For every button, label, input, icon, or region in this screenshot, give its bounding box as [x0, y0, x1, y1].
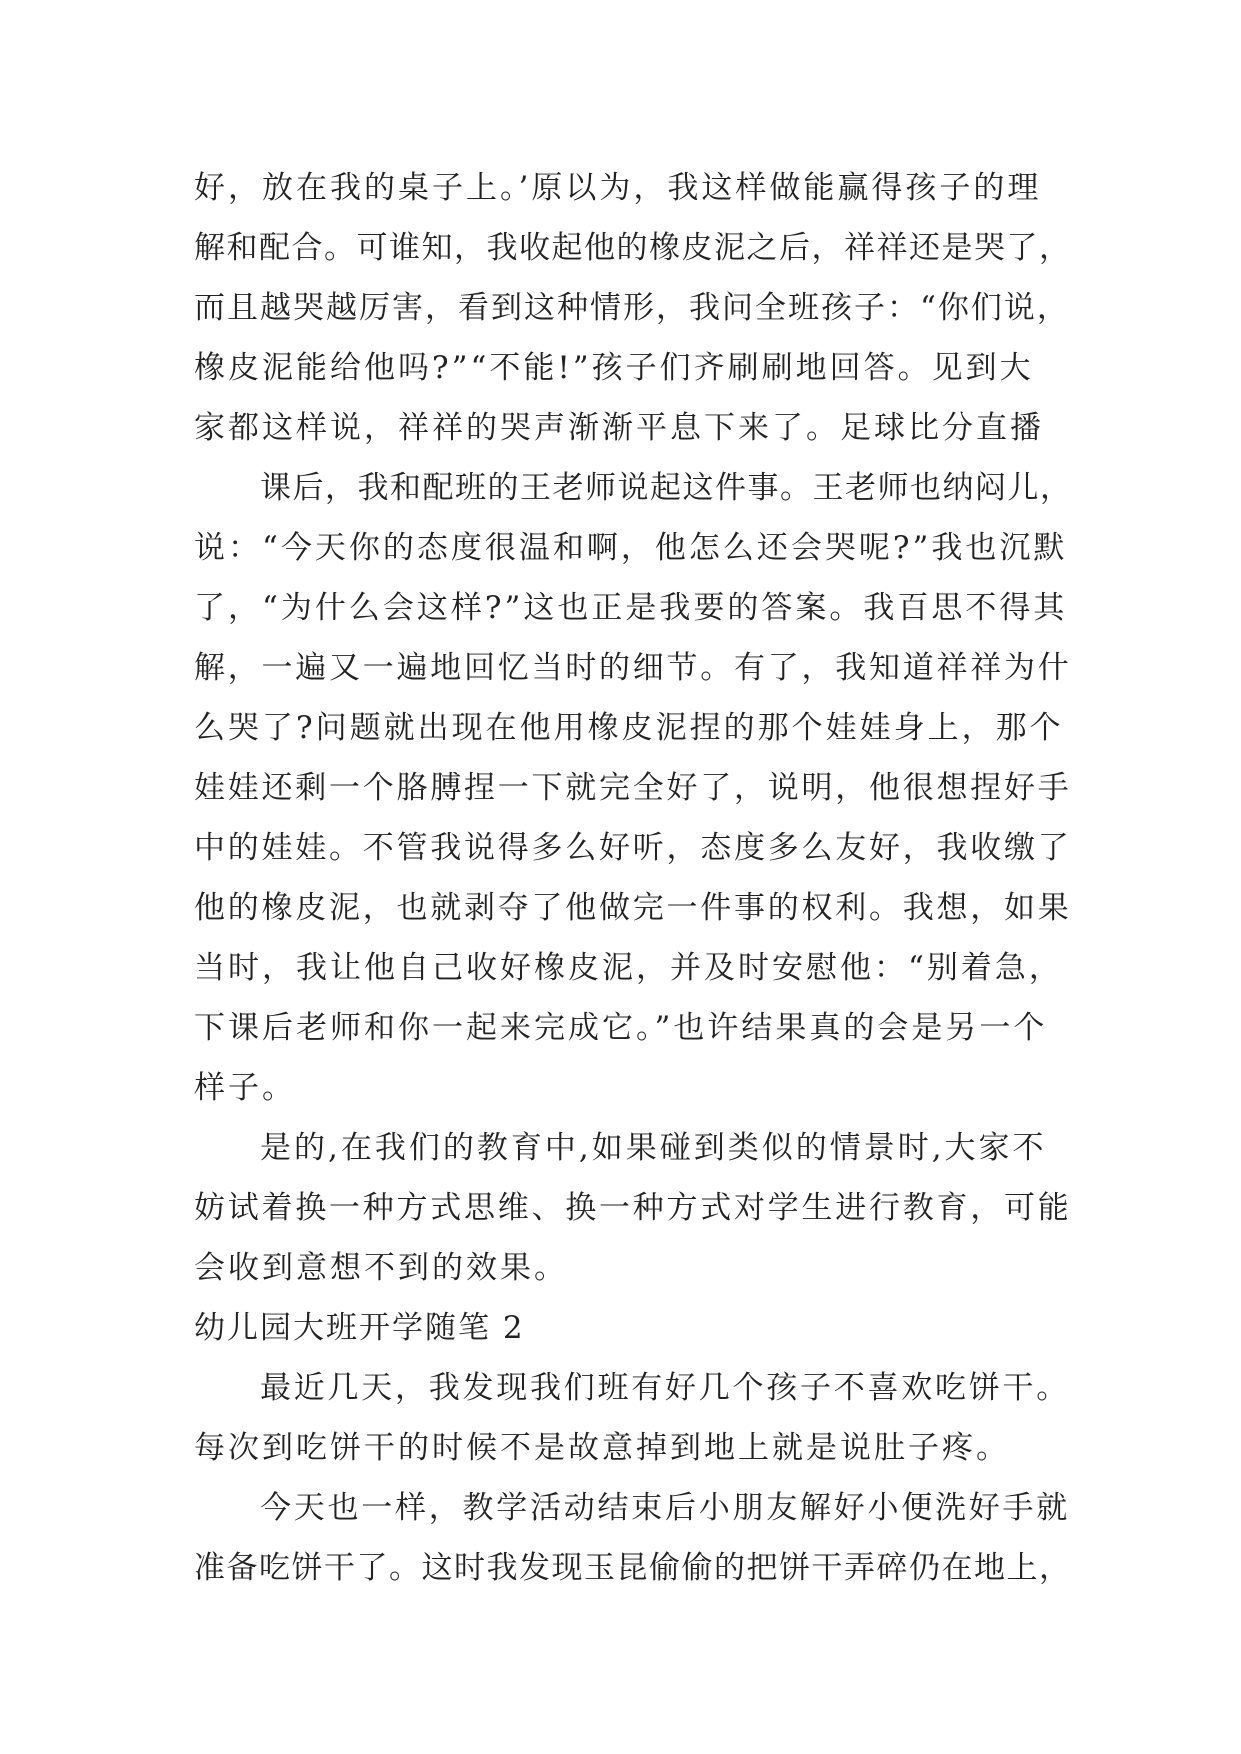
text-line: 中的娃娃。不管我说得多么好听，态度多么友好，我收缴了 — [194, 830, 1072, 866]
text-line: 妨试着换一种方式思维、换一种方式对学生进行教育，可能 — [194, 1190, 1072, 1226]
text-line: 准备吃饼干了。这时我发现玉昆偷偷的把饼干弄碎仍在地上， — [194, 1550, 1072, 1586]
paragraph-start-line: 今天也一样，教学活动结束后小朋友解好小便洗好手就 — [260, 1490, 1070, 1526]
text-line: 下课后老师和你一起来完成它。”也许结果真的会是另一个 — [194, 1010, 1048, 1046]
paragraph-start-line: 是的,在我们的教育中,如果碰到类似的情景时,大家不 — [260, 1130, 1047, 1166]
text-line: 样子。 — [194, 1070, 296, 1106]
paragraph-start-line: 课后，我和配班的王老师说起这件事。王老师也纳闷儿， — [260, 470, 1073, 506]
text-line: 家都这样说，祥祥的哭声渐渐平息下来了。足球比分直播 — [194, 410, 1044, 446]
text-line: 说：“今天你的态度很温和啊，他怎么还会哭呢?”我也沉默 — [194, 530, 1068, 566]
text-line: 么哭了?问题就出现在他用橡皮泥捏的那个娃娃身上，那个 — [194, 710, 1064, 746]
text-line: 橡皮泥能给他吗?”“不能!”孩子们齐刷刷地回答。见到大 — [194, 350, 1034, 386]
document-body — [194, 158, 1074, 1598]
text-line: 好，放在我的桌子上。’原以为，我这样做能赢得孩子的理 — [194, 170, 1042, 206]
text-line: 解和配合。可谁知，我收起他的橡皮泥之后，祥祥还是哭了， — [194, 230, 1072, 266]
text-line: 而且越哭越厉害，看到这种情形，我问全班孩子：“你们说， — [194, 290, 1070, 326]
text-line: 每次到吃饼干的时候不是故意掉到地上就是说肚子疼。 — [194, 1430, 1010, 1466]
paragraph-start-line: 最近几天，我发现我们班有好几个孩子不喜欢吃饼干。 — [260, 1370, 1070, 1406]
text-line: 当时，我让他自己收好橡皮泥，并及时安慰他：“别着急， — [194, 950, 1063, 986]
section-heading: 幼儿园大班开学随笔 2 — [194, 1310, 525, 1346]
text-line: 他的橡皮泥，也就剥夺了他做完一件事的权利。我想，如果 — [194, 890, 1072, 926]
text-line: 了，“为什么会这样?”这也正是我要的答案。我百思不得其 — [194, 590, 1068, 626]
text-line: 解，一遍又一遍地回忆当时的细节。有了，我知道祥祥为什 — [194, 650, 1072, 686]
text-line: 娃娃还剩一个胳膊捏一下就完全好了，说明，他很想捏好手 — [194, 770, 1072, 806]
text-line: 会收到意想不到的效果。 — [194, 1250, 568, 1286]
